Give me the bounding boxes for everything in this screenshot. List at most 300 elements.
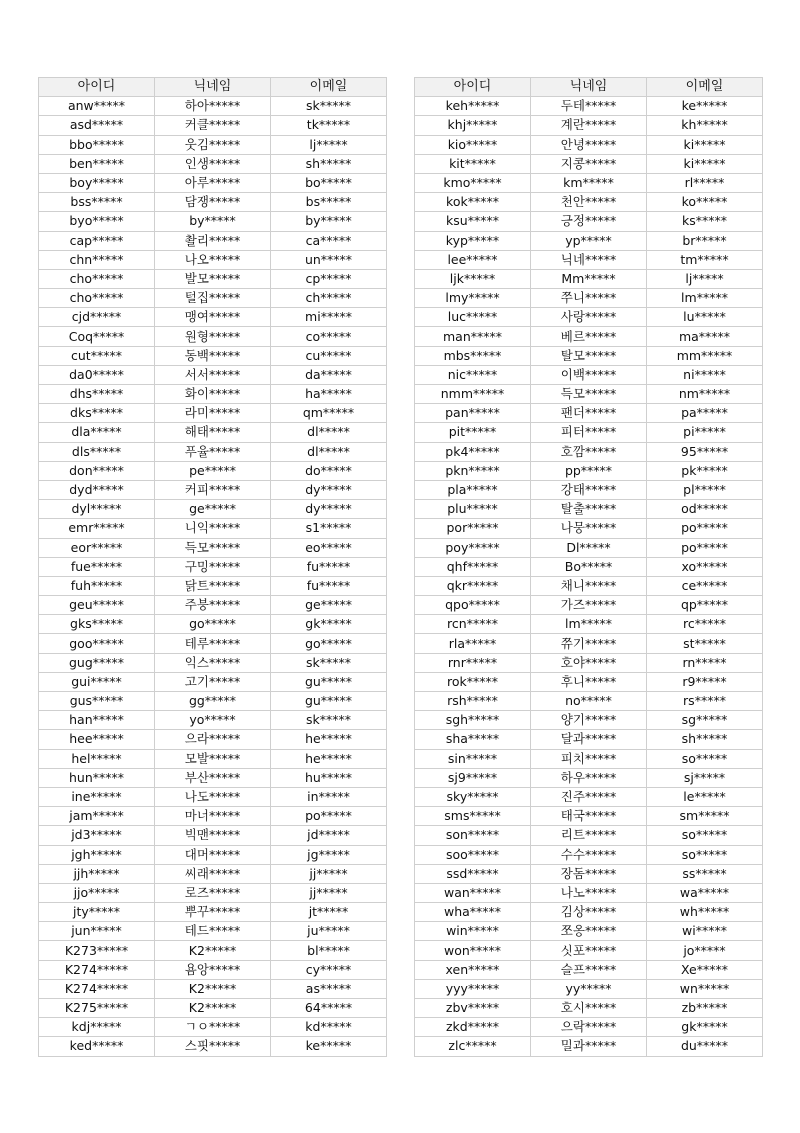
table-row [39, 500, 387, 519]
cell-nickname: Mm***** [531, 269, 647, 288]
cell-id: Coq***** [39, 327, 155, 346]
cell-id: boy***** [39, 173, 155, 192]
cell-id: pit***** [415, 423, 531, 442]
cell-email: dl***** [271, 423, 387, 442]
table-row [415, 692, 763, 711]
cell-id: ben***** [39, 154, 155, 173]
cell-nickname: 하우***** [531, 768, 647, 787]
cell-id: qhf***** [415, 557, 531, 576]
cell-email: ks***** [647, 212, 763, 231]
cell-nickname: 후니***** [531, 672, 647, 691]
cell-nickname: 안녕***** [531, 135, 647, 154]
cell-id: eor***** [39, 538, 155, 557]
cell-nickname: lm***** [531, 615, 647, 634]
table-row [415, 135, 763, 154]
table-row [39, 576, 387, 595]
cell-id: fue***** [39, 557, 155, 576]
cell-id: fuh***** [39, 576, 155, 595]
cell-nickname: 채니***** [531, 576, 647, 595]
cell-email: s1***** [271, 519, 387, 538]
header-row [415, 78, 763, 97]
table-row [415, 442, 763, 461]
cell-email: gk***** [647, 1018, 763, 1037]
table-row [415, 1037, 763, 1056]
cell-email: xo***** [647, 557, 763, 576]
cell-id: gus***** [39, 692, 155, 711]
cell-nickname: 동백***** [155, 346, 271, 365]
cell-nickname: 달과***** [531, 730, 647, 749]
table-row [415, 826, 763, 845]
cell-nickname: 발모***** [155, 269, 271, 288]
cell-id: sgh***** [415, 711, 531, 730]
table-row [415, 941, 763, 960]
cell-nickname: 고기***** [155, 672, 271, 691]
cell-email: sh***** [271, 154, 387, 173]
cell-id: dhs***** [39, 385, 155, 404]
cell-email: ni***** [647, 365, 763, 384]
table-row [39, 979, 387, 998]
table-row [415, 461, 763, 480]
cell-email: ch***** [271, 289, 387, 308]
table-row [39, 615, 387, 634]
cell-id: emr***** [39, 519, 155, 538]
cell-id: jd3***** [39, 826, 155, 845]
cell-id: cho***** [39, 289, 155, 308]
cell-id: pk4***** [415, 442, 531, 461]
cell-id: sj9***** [415, 768, 531, 787]
cell-email: sj***** [647, 768, 763, 787]
cell-email: cy***** [271, 960, 387, 979]
table-row [415, 116, 763, 135]
cell-email: gu***** [271, 692, 387, 711]
cell-email: jt***** [271, 903, 387, 922]
cell-email: br***** [647, 231, 763, 250]
cell-id: dls***** [39, 442, 155, 461]
cell-nickname: 계란***** [531, 116, 647, 135]
cell-id: pan***** [415, 404, 531, 423]
cell-id: qkr***** [415, 576, 531, 595]
cell-id: K275***** [39, 999, 155, 1018]
table-row [39, 135, 387, 154]
cell-id: pkn***** [415, 461, 531, 480]
cell-email: he***** [271, 749, 387, 768]
table-row [39, 423, 387, 442]
cell-email: ha***** [271, 385, 387, 404]
cell-nickname: K2***** [155, 979, 271, 998]
cell-nickname: 담쟁***** [155, 193, 271, 212]
cell-id: zkd***** [415, 1018, 531, 1037]
table-row [39, 269, 387, 288]
table-row [415, 883, 763, 902]
cell-email: pk***** [647, 461, 763, 480]
cell-nickname: 욤앙***** [155, 960, 271, 979]
cell-nickname: by***** [155, 212, 271, 231]
cell-id: nmm***** [415, 385, 531, 404]
cell-email: r9***** [647, 672, 763, 691]
table-row [39, 922, 387, 941]
cell-nickname: 털집***** [155, 289, 271, 308]
table-row [415, 97, 763, 116]
cell-nickname: 이백***** [531, 365, 647, 384]
table-row [415, 385, 763, 404]
table-row [415, 231, 763, 250]
cell-email: ke***** [647, 97, 763, 116]
cell-email: rn***** [647, 653, 763, 672]
cell-nickname: yo***** [155, 711, 271, 730]
table-row [415, 250, 763, 269]
cell-nickname: 긍정***** [531, 212, 647, 231]
table-row [39, 864, 387, 883]
cell-id: ssd***** [415, 864, 531, 883]
cell-email: wh***** [647, 903, 763, 922]
cell-nickname: ge***** [155, 500, 271, 519]
cell-id: pla***** [415, 480, 531, 499]
cell-nickname: 가즈***** [531, 596, 647, 615]
cell-nickname: yy***** [531, 979, 647, 998]
cell-id: kio***** [415, 135, 531, 154]
cell-nickname: yp***** [531, 231, 647, 250]
cell-nickname: 테드***** [155, 922, 271, 941]
cell-id: poy***** [415, 538, 531, 557]
table-row [39, 730, 387, 749]
cell-nickname: 쪼옹***** [531, 922, 647, 941]
table-row [39, 116, 387, 135]
cell-nickname: 화이***** [155, 385, 271, 404]
table-row [39, 557, 387, 576]
cell-nickname: ㄱㅇ***** [155, 1018, 271, 1037]
table-row [415, 711, 763, 730]
cell-nickname: 씨래***** [155, 864, 271, 883]
cell-nickname: 서서***** [155, 365, 271, 384]
cell-id: rok***** [415, 672, 531, 691]
cell-email: sk***** [271, 653, 387, 672]
table-row [39, 711, 387, 730]
cell-email: mm***** [647, 346, 763, 365]
cell-email: cu***** [271, 346, 387, 365]
cell-nickname: pp***** [531, 461, 647, 480]
cell-nickname: 구밍***** [155, 557, 271, 576]
cell-nickname: 팬더***** [531, 404, 647, 423]
table-row [415, 365, 763, 384]
cell-nickname: no***** [531, 692, 647, 711]
table-row [415, 404, 763, 423]
cell-email: Xe***** [647, 960, 763, 979]
cell-id: K273***** [39, 941, 155, 960]
header-email: 이메일 [647, 78, 763, 97]
cell-nickname: 싯포***** [531, 941, 647, 960]
cell-id: dyd***** [39, 480, 155, 499]
table-row [415, 1018, 763, 1037]
cell-email: 95***** [647, 442, 763, 461]
table-row [415, 154, 763, 173]
cell-id: jun***** [39, 922, 155, 941]
cell-email: he***** [271, 730, 387, 749]
table-row [39, 653, 387, 672]
cell-id: geu***** [39, 596, 155, 615]
cell-email: qm***** [271, 404, 387, 423]
cell-email: po***** [647, 519, 763, 538]
cell-email: st***** [647, 634, 763, 653]
cell-email: kh***** [647, 116, 763, 135]
cell-id: zlc***** [415, 1037, 531, 1056]
cell-nickname: 으락***** [531, 1018, 647, 1037]
cell-nickname: 피터***** [531, 423, 647, 442]
table-row [39, 692, 387, 711]
cell-id: qpo***** [415, 596, 531, 615]
header-row [39, 78, 387, 97]
table-row [415, 903, 763, 922]
cell-nickname: 피치***** [531, 749, 647, 768]
cell-email: ce***** [647, 576, 763, 595]
table-row [39, 308, 387, 327]
cell-nickname: 수수***** [531, 845, 647, 864]
cell-id: xen***** [415, 960, 531, 979]
cell-nickname: 호야***** [531, 653, 647, 672]
header-nickname: 닉네임 [155, 78, 271, 97]
cell-id: sha***** [415, 730, 531, 749]
cell-email: qp***** [647, 596, 763, 615]
table-row [39, 960, 387, 979]
table-row [415, 672, 763, 691]
cell-nickname: 커피***** [155, 480, 271, 499]
cell-id: cut***** [39, 346, 155, 365]
cell-nickname: 호시***** [531, 999, 647, 1018]
cell-id: sky***** [415, 787, 531, 806]
cell-email: dy***** [271, 480, 387, 499]
table-row [39, 883, 387, 902]
table-row [415, 308, 763, 327]
cell-id: bss***** [39, 193, 155, 212]
cell-email: go***** [271, 634, 387, 653]
table-row [415, 787, 763, 806]
cell-id: hel***** [39, 749, 155, 768]
cell-nickname: 모발***** [155, 749, 271, 768]
table-row [39, 845, 387, 864]
cell-id: rcn***** [415, 615, 531, 634]
table-row [415, 596, 763, 615]
cell-id: yyy***** [415, 979, 531, 998]
table-row [415, 327, 763, 346]
table-row [39, 768, 387, 787]
cell-id: rsh***** [415, 692, 531, 711]
cell-nickname: K2***** [155, 941, 271, 960]
table-row [39, 193, 387, 212]
table-row [39, 1037, 387, 1056]
cell-nickname: 천안***** [531, 193, 647, 212]
cell-nickname: gg***** [155, 692, 271, 711]
table-row [39, 289, 387, 308]
cell-nickname: 쭈니***** [531, 289, 647, 308]
cell-email: so***** [647, 845, 763, 864]
cell-id: cjd***** [39, 308, 155, 327]
cell-id: anw***** [39, 97, 155, 116]
cell-email: hu***** [271, 768, 387, 787]
table-row [415, 538, 763, 557]
cell-email: so***** [647, 749, 763, 768]
cell-email: od***** [647, 500, 763, 519]
table-row [415, 634, 763, 653]
cell-nickname: 두테***** [531, 97, 647, 116]
cell-nickname: 스핏***** [155, 1037, 271, 1056]
cell-nickname: 양기***** [531, 711, 647, 730]
cell-id: chn***** [39, 250, 155, 269]
cell-email: wa***** [647, 883, 763, 902]
cell-id: wha***** [415, 903, 531, 922]
cell-id: goo***** [39, 634, 155, 653]
table-row [415, 768, 763, 787]
table-row [415, 173, 763, 192]
cell-email: rs***** [647, 692, 763, 711]
cell-email: sk***** [271, 97, 387, 116]
cell-id: bbo***** [39, 135, 155, 154]
table-row [39, 999, 387, 1018]
cell-nickname: 푸율***** [155, 442, 271, 461]
header-id: 아이디 [39, 78, 155, 97]
cell-email: sk***** [271, 711, 387, 730]
cell-nickname: 슬프***** [531, 960, 647, 979]
cell-id: hee***** [39, 730, 155, 749]
table-row [415, 193, 763, 212]
cell-id: ked***** [39, 1037, 155, 1056]
cell-nickname: 탈출***** [531, 500, 647, 519]
cell-id: wan***** [415, 883, 531, 902]
cell-nickname: 강태***** [531, 480, 647, 499]
cell-id: lee***** [415, 250, 531, 269]
cell-id: son***** [415, 826, 531, 845]
table-row [39, 634, 387, 653]
cell-nickname: 베르***** [531, 327, 647, 346]
cell-nickname: 진주***** [531, 787, 647, 806]
cell-id: kok***** [415, 193, 531, 212]
header-email: 이메일 [271, 78, 387, 97]
table-row [415, 845, 763, 864]
cell-email: lu***** [647, 308, 763, 327]
cell-id: plu***** [415, 500, 531, 519]
cell-email: eo***** [271, 538, 387, 557]
table-row [415, 289, 763, 308]
cell-nickname: 주붕***** [155, 596, 271, 615]
table-row [415, 999, 763, 1018]
cell-id: hun***** [39, 768, 155, 787]
cell-id: kit***** [415, 154, 531, 173]
cell-email: cp***** [271, 269, 387, 288]
cell-email: co***** [271, 327, 387, 346]
table-row [39, 480, 387, 499]
cell-id: nic***** [415, 365, 531, 384]
table-row [39, 672, 387, 691]
table-row [415, 615, 763, 634]
cell-email: mi***** [271, 308, 387, 327]
cell-id: cap***** [39, 231, 155, 250]
cell-nickname: 득모***** [531, 385, 647, 404]
cell-id: luc***** [415, 308, 531, 327]
cell-nickname: 장돔***** [531, 864, 647, 883]
cell-id: soo***** [415, 845, 531, 864]
cell-email: tk***** [271, 116, 387, 135]
cell-email: sg***** [647, 711, 763, 730]
table-row [39, 97, 387, 116]
cell-email: ma***** [647, 327, 763, 346]
cell-email: so***** [647, 826, 763, 845]
cell-nickname: 아루***** [155, 173, 271, 192]
cell-id: ksu***** [415, 212, 531, 231]
table-row [415, 480, 763, 499]
cell-nickname: 탈모***** [531, 346, 647, 365]
cell-email: bl***** [271, 941, 387, 960]
cell-email: da***** [271, 365, 387, 384]
cell-id: asd***** [39, 116, 155, 135]
cell-id: sin***** [415, 749, 531, 768]
cell-email: wn***** [647, 979, 763, 998]
cell-nickname: 으라***** [155, 730, 271, 749]
cell-id: lmy***** [415, 289, 531, 308]
cell-nickname: 쮸기***** [531, 634, 647, 653]
cell-email: pa***** [647, 404, 763, 423]
table-row [415, 864, 763, 883]
cell-nickname: 대머***** [155, 845, 271, 864]
cell-nickname: 커클***** [155, 116, 271, 135]
table-row [415, 212, 763, 231]
cell-email: pl***** [647, 480, 763, 499]
table-row [39, 1018, 387, 1037]
cell-id: rnr***** [415, 653, 531, 672]
cell-nickname: 빅맨***** [155, 826, 271, 845]
cell-nickname: pe***** [155, 461, 271, 480]
cell-nickname: 뿌꾸***** [155, 903, 271, 922]
table-row [415, 576, 763, 595]
table-row [415, 807, 763, 826]
cell-email: po***** [647, 538, 763, 557]
table-row [415, 557, 763, 576]
table-row [39, 212, 387, 231]
cell-id: won***** [415, 941, 531, 960]
cell-nickname: 라미***** [155, 404, 271, 423]
cell-email: ju***** [271, 922, 387, 941]
cell-nickname: 닉네***** [531, 250, 647, 269]
table-row [39, 154, 387, 173]
cell-nickname: 태국***** [531, 807, 647, 826]
cell-email: ki***** [647, 135, 763, 154]
cell-nickname: 원형***** [155, 327, 271, 346]
cell-id: jgh***** [39, 845, 155, 864]
cell-nickname: 나노***** [531, 883, 647, 902]
cell-email: du***** [647, 1037, 763, 1056]
table-row [415, 979, 763, 998]
cell-email: fu***** [271, 576, 387, 595]
cell-nickname: 테루***** [155, 634, 271, 653]
cell-nickname: 지콩***** [531, 154, 647, 173]
table-row [415, 922, 763, 941]
cell-nickname: 밀과***** [531, 1037, 647, 1056]
cell-email: sh***** [647, 730, 763, 749]
cell-id: jjh***** [39, 864, 155, 883]
cell-email: tm***** [647, 250, 763, 269]
table-row [415, 519, 763, 538]
cell-email: fu***** [271, 557, 387, 576]
cell-nickname: 리트***** [531, 826, 647, 845]
cell-nickname: 득모***** [155, 538, 271, 557]
cell-email: rc***** [647, 615, 763, 634]
cell-email: ki***** [647, 154, 763, 173]
cell-nickname: 사랑***** [531, 308, 647, 327]
table-row [415, 423, 763, 442]
cell-nickname: 하아***** [155, 97, 271, 116]
cell-email: by***** [271, 212, 387, 231]
cell-id: win***** [415, 922, 531, 941]
table-row [39, 807, 387, 826]
table-row [39, 231, 387, 250]
cell-email: rl***** [647, 173, 763, 192]
